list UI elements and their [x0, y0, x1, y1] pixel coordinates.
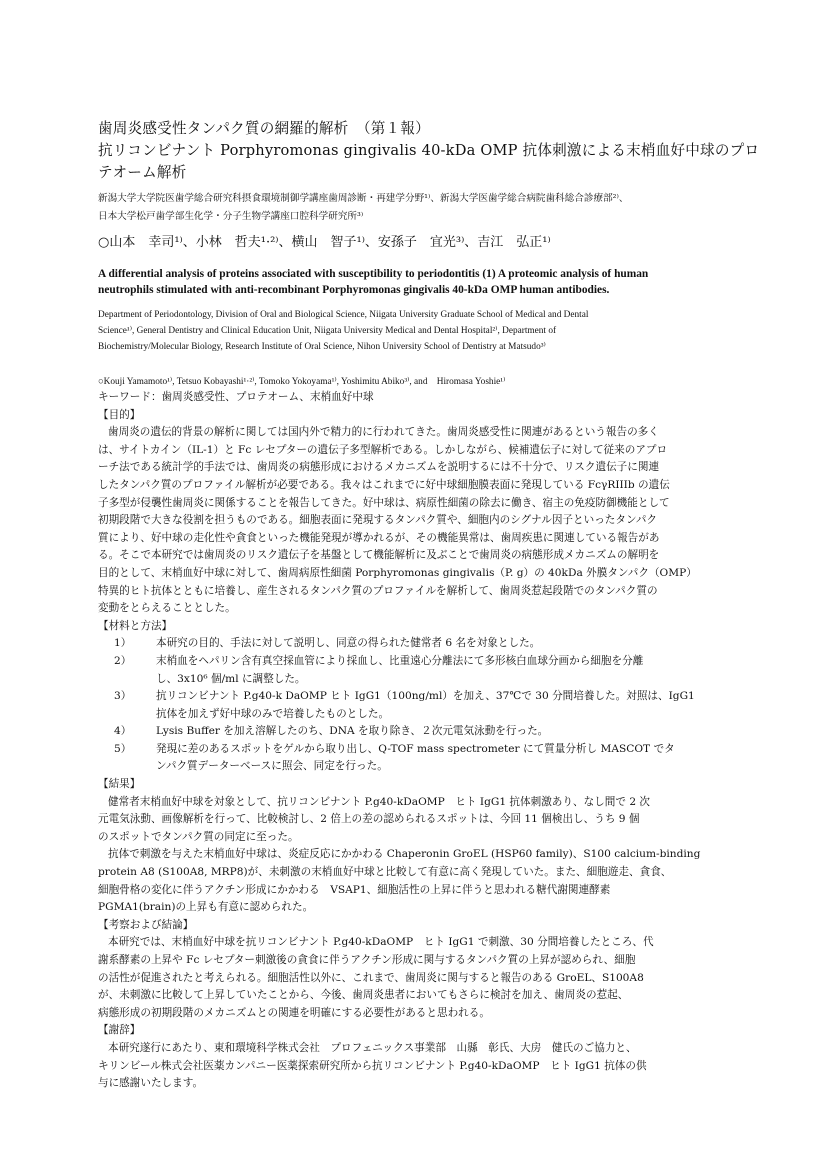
- methods-item: [98, 688, 732, 706]
- conclusion-text: [98, 934, 732, 1022]
- results-line: protein A8 (S100A8, MRP8)が、未刺激の末梢血好中球と比較して有意に高く発現していた。また、細胞遊走、貪食、: [98, 866, 672, 879]
- results-line: 抗体で刺激を与えた末梢血好中球は、炎症反応にかかわる Chaperonin GroEL (HSP60 family)、S100 calcium-binding: [108, 848, 701, 861]
- english-authors: ○Kouji Yamamoto¹⁾, Tetsuo Kobayashi¹·²⁾, Tomoko Yokoyama¹⁾, Yoshimitu Abiko³⁾, and Hiromasa Yoshie¹⁾: [98, 377, 506, 387]
- english-title-line-2: neutrophils stimulated with anti-recombinant Porphyromonas gingivalis 40-kDa OMP human antibodies.: [98, 284, 610, 296]
- results-line: 細胞骨格の変化に伴うアクチン形成にかかわる VSAP1、細胞活性の上昇に伴うと思われる糖代謝関連酵素: [98, 883, 611, 896]
- methods-item-number: 1）: [114, 637, 132, 650]
- methods-item-number: 2）: [114, 654, 132, 667]
- purpose-line: 質により、好中球の走化性や貪食といった機能発現が導かれるが、その機能異常は、歯周疾患に関連している報告があ: [98, 531, 660, 544]
- english-affiliation-line-2: Science¹⁾, General Dentistry and Clinical Education Unit, Niigata University Medical and Dental Hospital²⁾, Department of: [98, 326, 557, 336]
- methods-item-continuation: ンパク質データーベースに照会、同定を行った。: [156, 760, 388, 773]
- english-title-line-1: A differential analysis of proteins associated with susceptibility to periodontitis (1) A proteomic analysis of human: [98, 268, 649, 280]
- japanese-title-line-2: 抗リコンビナント Porphyromonas gingivalis 40-kDa OMP 抗体刺激による末梢血好中球のプロ: [98, 142, 760, 159]
- methods-item-continuation: し、3x10⁶ 個/ml に調整した。: [156, 672, 306, 685]
- acknowledgment-line: 本研究遂行にあたり、東和環境科学株式会社 プロフェニックス事業部 山縣 彰氏、大房 健氏のご協力と、: [108, 1041, 637, 1054]
- methods-item-text: 本研究の目的、手法に対して説明し、同意の得られた健常者 6 名を対象とした。: [156, 637, 541, 650]
- conclusion-line: が、未刺激に比較して上昇していたことから、今後、歯周炎患者においてもさらに検討を加え、歯周炎の惹起、: [98, 989, 629, 1002]
- methods-item-text: 抗リコンビナント P.g40-k DaOMP ヒト IgG1（100ng/ml）を加え、37℃で 30 分間培養した。対照は、IgG1: [156, 690, 695, 703]
- english-affiliation-line-1: Department of Periodontology, Division of Oral and Biological Science, Niigata University Graduate School of Medical and Dental: [98, 310, 589, 320]
- methods-item-number: 3）: [114, 690, 132, 703]
- results-text: [98, 794, 732, 917]
- acknowledgment-text: [98, 1040, 732, 1093]
- japanese-affiliation-line-2: 日本大学松戸歯学部生化学・分子生物学講座口腔科学研究所³⁾: [98, 211, 364, 222]
- english-affiliation-line-3: Biochemistry/Molecular Biology, Research Institute of Oral Science, Nihon University School of Dentistry at Matsudo³⁾: [98, 342, 546, 352]
- methods-list: [98, 635, 732, 776]
- purpose-line: 変動をとらえることとした。: [98, 602, 236, 615]
- english-affiliation: [98, 307, 732, 355]
- methods-item: [98, 635, 732, 653]
- methods-item: [98, 723, 732, 741]
- methods-item-number: 5）: [114, 742, 132, 755]
- purpose-line: 初期段階で大きな役割を担うものである。細胞表面に発現するタンパク質や、細胞内のシグナル因子といったタンパク: [98, 514, 658, 527]
- purpose-text: [98, 424, 732, 618]
- methods-item-continuation: 抗体を加えず好中球のみで培養したものとした。: [156, 707, 390, 720]
- results-line: 健常者末梢血好中球を対象として、抗リコンビナント P.g40-kDaOMP ヒト IgG1 抗体刺激あり、なし間で 2 次: [108, 795, 651, 808]
- acknowledgment-line: キリンビール株式会社医薬カンパニー医薬探索研究所から抗リコンビナント P.g40-kDaOMP ヒト IgG1 抗体の供: [98, 1059, 647, 1072]
- japanese-affiliation: [98, 190, 738, 226]
- japanese-title-line-1: 歯周炎感受性タンパク質の網羅的解析 （第１報）: [98, 120, 430, 137]
- conclusion-line: 病態形成の初期段階のメカニズムとの関連を明確にする必要性があると思われる。: [98, 1006, 490, 1019]
- methods-heading: 【材料と方法】: [98, 619, 173, 632]
- purpose-line: 子多型が侵襲性歯周炎に関係することを報告してきた。好中球は、病原性細菌の除去に働き、宿主の免疫防御機能として: [98, 496, 670, 509]
- methods-item-number: 4）: [114, 725, 132, 738]
- purpose-line: したタンパク質のプロファイル解析が必要である。我々はこれまでに好中球細胞膜表面に発現している FcγRIIIb の遺伝: [98, 478, 670, 491]
- japanese-title: [98, 118, 760, 184]
- purpose-line: 特異的ヒト抗体とともに培養し、産生されるタンパク質のプロファイルを解析して、歯周炎惹起段階でのタンパク質の: [98, 584, 658, 597]
- results-line: PGMA1(brain)の上昇も有意に認められた。: [98, 901, 314, 914]
- acknowledgment-heading: 【謝辞】: [98, 1024, 141, 1037]
- methods-item-text: 発現に差のあるスポットをゲルから取り出し、Q-TOF mass spectrometer にて質量分析し MASCOT でタ: [156, 742, 675, 755]
- purpose-line: 歯周炎の遺伝的背景の解析に関しては国内外で精力的に行われてきた。歯周炎感受性に関連があるという報告の多く: [108, 426, 659, 439]
- japanese-affiliation-line-1: 新潟大学大学院医歯学総合研究科摂食環境制御学講座歯周診断・再建学分野¹⁾、新潟大学医歯学総合病院歯科総合診療部²⁾、: [98, 193, 629, 204]
- methods-item-text: 末梢血をヘパリン含有真空採血管により採血し、比重遠心分離法にて多形核白血球分画から細胞を分離: [156, 654, 644, 667]
- results-line: 元電気泳動、画像解析を行って、比較検討し、2 倍上の差の認められるスポットは、今回 11 個検出し、うち 9 個: [98, 813, 640, 826]
- results-heading: 【結果】: [98, 778, 141, 791]
- conclusion-line: 謝系酵素の上昇や Fc レセプター刺激後の貪食に伴うアクチン形成に関与するタンパク質の上昇が認められ、細胞: [98, 954, 636, 966]
- keywords: キーワード：歯周炎感受性、プロテオーム、末梢血好中球: [98, 391, 374, 403]
- methods-item-text: Lysis Buffer を加え溶解したのち、DNA を取り除き、２次元電気泳動を行った。: [156, 725, 549, 738]
- purpose-line: る。そこで本研究では歯周炎のリスク遺伝子を基盤として機能解析に及ぶことで歯周炎の病態形成メカニズムの解明を: [98, 549, 660, 562]
- purpose-heading: 【目的】: [98, 408, 141, 421]
- acknowledgment-line: 与に感謝いたします。: [98, 1077, 204, 1090]
- methods-item: [98, 653, 732, 671]
- japanese-authors: ○山本 幸司¹⁾、小林 哲夫¹·²⁾、横山 智子¹⁾、安孫子 宜光³⁾、吉江 弘正¹⁾: [98, 235, 551, 250]
- purpose-line: は、サイトカイン（IL-1）と Fc レセプターの遺伝子多型解析である。しかしながら、候補遺伝子に対して従来のアプロ: [98, 443, 668, 456]
- english-title: [98, 266, 738, 298]
- purpose-line: ーチ法である統計学的手法では、歯周炎の病態形成におけるメカニズムを説明するには不十分で、リスク遺伝子に関連: [98, 461, 660, 474]
- methods-item: [98, 741, 732, 759]
- conclusion-heading: 【考察および結論】: [98, 918, 194, 931]
- purpose-line: 目的として、末梢血好中球に対して、歯周病原性細菌 Porphyromonas gingivalis（P. g）の 40kDa 外膜タンパク（OMP）: [98, 566, 697, 579]
- conclusion-line: の活性が促進されたと考えられる。細胞活性以外に、これまで、歯周炎に関与すると報告のある GroEL、S100A8: [98, 971, 644, 984]
- japanese-title-line-3: テオーム解析: [98, 164, 187, 181]
- results-line: のスポットでタンパク質の同定に至った。: [98, 830, 299, 843]
- conclusion-line: 本研究では、末梢血好中球を抗リコンビナント P.g40-kDaOMP ヒト IgG1 で刺激、30 分間培養したところ、代: [108, 936, 654, 949]
- abstract-body: [98, 376, 732, 1093]
